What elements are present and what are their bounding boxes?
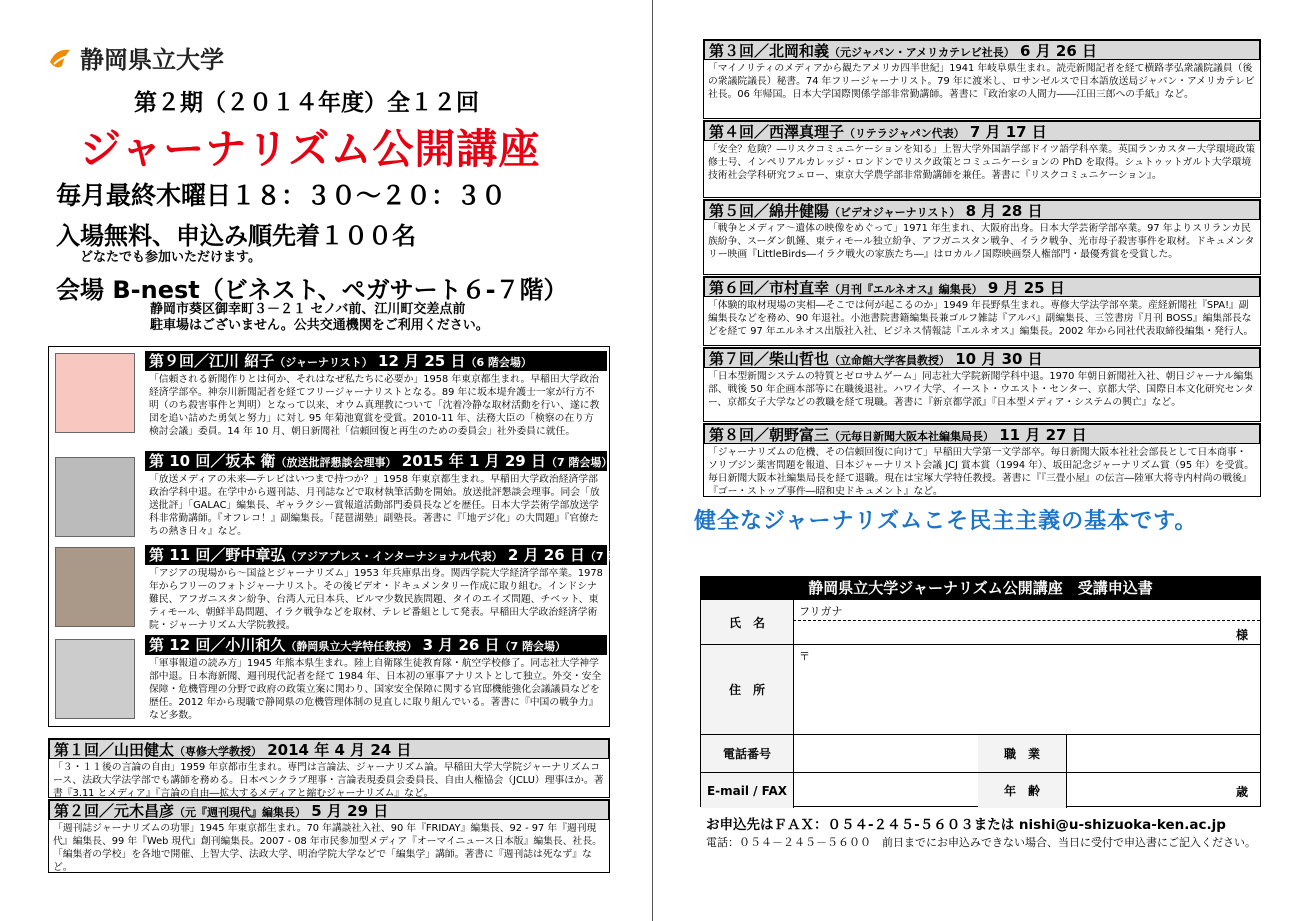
- lecture-2: [48, 799, 610, 873]
- email-field[interactable]: [793, 773, 979, 808]
- lecture-number-name: 第８回／朝野富三: [709, 426, 830, 444]
- lecture-description: 「週刊誌ジャーナリズムの功罪」1945 年東京都生まれ。70 年講談社入社、90 年『FRIDAY』編集長、92 - 97 年『週刊現代』編集長、99 年『Web 現代』創刊編集長。2007 - 08 年市民参加型メディア『オーマイニュース日本版』編集長、社長。「編集者の学校」を各地で開催、上智大学、法政大学、明治学院大学などで「編集学」講師。著書に『週刊誌は死なず』など。: [53, 823, 602, 873]
- lecture-heading: [145, 635, 607, 655]
- lecture-number-name: 第 11 回／野中章弘: [149, 546, 286, 564]
- lecture-description: 「信頼される新聞作りとは何か、それはなぜ私たちに必要か」1958 年東京都生まれ。早稲田大学政治経済学部卒。神奈川新聞記者を経てフリージャーナリストとなる。89 年に坂本堤弁護士一家が行方不明（のち殺害事件と判明）となって以来、オウム真理教について「沈着冷静な取材活動を行い、遂に教団を追い詰めた勇気と努力」に対し 95 年菊池寛賞を受賞。2010-11 年、法務大臣の「検察の在り方検討会議」委員。14 年 10 月、朝日新聞社「信頼回復と再生のための委員会」社外委員に就任。: [149, 374, 600, 437]
- lecture-heading: [704, 277, 1260, 297]
- lecture-heading: [704, 348, 1260, 368]
- lecture-date: 5 月 29 日: [311, 802, 389, 820]
- venue-address: [150, 302, 489, 334]
- lecture-number-name: 第 10 回／坂本 衛: [149, 452, 276, 470]
- address-line-2: 駐車場はございません。公共交通機関をご利用ください。: [150, 318, 489, 333]
- lecture-floor: （7 階会場）: [499, 640, 567, 653]
- lecture-heading: [49, 739, 609, 759]
- email-label: E-mail / FAX: [701, 773, 794, 808]
- lecture-role: （静岡県立大学特任教授）: [285, 640, 418, 653]
- lecture-number-name: 第３回／北岡和義: [709, 42, 830, 60]
- lecture-description: 「安全？危険？―リスクコミュニケーションを知る」上智大学外国語学部ドイツ語学科卒業。英国ランカスター大学環境政策修士号、インペリアルカレッジ・ロンドンでリスク政策とコミュニケーションの PhD を取得。シュトゥットガルト大学環境技術社会学科研究フェロー、東京大学農学部非常勤講師を兼任。著書に『リスクコミュニケーション』。: [708, 144, 1256, 181]
- lecture-heading: [704, 121, 1260, 141]
- series-period: 第２期（２０１４年度）全１２回: [134, 90, 479, 116]
- job-label: 職 業: [978, 735, 1067, 772]
- lecture-floor: （6 階会場）: [465, 356, 532, 369]
- university-logo: [46, 40, 224, 75]
- lecture-heading: [704, 200, 1260, 220]
- lecture-role: （元毎日新聞大阪本社編集局長）: [829, 430, 995, 443]
- form-row-phone-job: [701, 734, 1260, 772]
- postal-mark: 〒: [799, 650, 810, 663]
- lecture-description: 「ジャーナリズムの危機、その信頼回復に向けて」早稲田大学第一文学部卒。毎日新聞大阪本社社会部長として日本商事・ソリブジン薬害問題を報道、日本ジャーナリスト会議 JCJ 賞本賞（1994 年）、坂田記念ジャーナリズム賞（95 年）を受賞。毎日新聞大阪本社編集局長を経て退職。現在は宝塚大学特任教授。著書に『『三畳小屋』の伝言―陸軍大将寺内村尚の戦後』『ゴー・ストップ事件―昭和史ドキュメント』など。: [708, 447, 1254, 497]
- lecture-heading: [704, 40, 1260, 60]
- lecture-11: [145, 545, 630, 635]
- phone-field[interactable]: [793, 735, 979, 772]
- lecture-role: （月刊『エルネオス』編集長）: [829, 283, 983, 296]
- age-field[interactable]: [1066, 773, 1260, 808]
- lecture-number-name: 第９回／江川 紹子: [149, 352, 275, 370]
- lecture-7: [703, 347, 1261, 422]
- furigana-field[interactable]: [793, 600, 1260, 621]
- lecture-role: （アジアプレス・インターナショナル代表）: [285, 550, 503, 563]
- lecture-description: 「軍事報道の読み方」1945 年熊本県生まれ。陸上自衛隊生徒教育隊・航空学校修了。同志社大学神学部中退。日本海新聞、週刊現代記者を経て 1984 年、日本初の軍事アナリストとして独立。外交・安全保障・危機管理の分野で政府の政策立案に関わり、国家安全保障に関する官邸機能強化会議議員などを歴任。2012 年から現職で静岡県の危機管理体制の見直しに取り組んでいる。著書に『中国の戦争力』など多数。: [149, 658, 602, 721]
- welcome-note: どなたでも参加いただけます。: [80, 250, 261, 265]
- age-label: 年 齢: [978, 773, 1067, 808]
- lecture-role: （元ジャパン・アメリカテレビ社長）: [829, 46, 1015, 59]
- lecture-description: 「マイノリティのメディアから観たアメリカ四半世紀」1941 年岐阜県生まれ。読売新聞記者を経て横路孝弘衆議院議員（後の衆議院議長）秘書。74 年フリージャーナリスト。79 年に渡米し、ロサンゼルスで日本語放送局ジャパン・アメリカテレビ社長。06 年帰国。日本大学国際関係学部非常勤講師。著書に『政治家の人間力――江田三郎への手紙』など。: [708, 63, 1255, 100]
- form-row-address: [701, 644, 1260, 734]
- lecture-10: [145, 451, 613, 541]
- page-divider: [652, 0, 653, 921]
- address-field[interactable]: [793, 645, 1260, 734]
- lecture-floor: （7 階）: [584, 550, 630, 563]
- lecture-date: 2 月 26 日: [507, 546, 585, 564]
- lecture-heading: [145, 351, 607, 371]
- lecture-9: [145, 351, 607, 455]
- lecture-4: [703, 120, 1261, 198]
- lecture-date: 12 月 25 日: [378, 352, 466, 370]
- lecture-role: （ジャーナリスト）: [274, 356, 373, 369]
- lecture-role: （ビデオジャーナリスト）: [829, 206, 961, 219]
- sama-label: 様: [1235, 628, 1248, 642]
- lecture-description: 「日本型新聞システムの特質とゼロサムゲーム」同志社大学院新聞学科中退。1970 年朝日新聞社入社、朝日ジャーナル編集部、戦後 50 年企画本部等に在職後退社。ハワイ大学、イースト・ウエスト・センター、京都大学、国際日本文化研究センター、京都女子大学などの教職を経て現職。著書に『新京都学派』『日本型メディア・システムの興亡』など。: [708, 371, 1254, 408]
- page-title: ジャーナリズム公開講座: [80, 125, 541, 173]
- lecture-number-name: 第７回／柴山哲也: [709, 350, 830, 368]
- lecture-description: 「３・１１後の言論の自由」1959 年京都市生まれ。専門は言論法、ジャーナリズム論。早稲田大学大学院ジャーナリズムコース、法政大学法学部でも講師を務める。日本ペンクラブ理事・言論表現委員会委員長、自由人権協会（JCLU）理事ほか。著書『3.11 とメディア』『言論の自由―拡大するメディアと縮むジャーナリズム』など。: [53, 762, 604, 799]
- lecture-description: 「体験的取材現場の実相―そこでは何が起こるのか」1949 年長野県生まれ。専修大学法学部卒業。産経新聞社『SPA!』副編集長などを務め、90 年退社。小池書院書籍編集長兼ゴルフ雑誌『アルバ』副編集長、三笠書房『月刊 BOSS』編集部長などを経て 97 年エルネオス出版社入社、ビジネス情報誌『エルネオス』編集長。2002 年から同社代表取締役編集・発行人。: [708, 300, 1254, 337]
- lecture-date: 10 月 30 日: [955, 350, 1043, 368]
- lecture-number-name: 第６回／市村直幸: [709, 279, 830, 297]
- lecture-date: 6 月 26 日: [1020, 42, 1098, 60]
- lecture-date: 8 月 28 日: [965, 202, 1043, 220]
- lecture-number-name: 第５回／綿井健陽: [709, 202, 830, 220]
- lecture-3: [703, 39, 1261, 119]
- job-field[interactable]: [1066, 735, 1260, 772]
- lecture-date: 7 月 17 日: [969, 123, 1047, 141]
- speaker-photo-nonaka: [55, 547, 135, 627]
- admission-info: 入場無料、申込み順先着１００名: [56, 222, 416, 250]
- speaker-photo-egawa: [55, 353, 135, 433]
- lecture-heading: [145, 451, 613, 471]
- form-row-name: [701, 599, 1260, 644]
- lecture-role: （立命館大学客員教授）: [829, 354, 951, 367]
- lecture-5: [703, 199, 1261, 275]
- university-name: 静岡県立大学: [80, 45, 224, 74]
- lecture-date: 9 月 25 日: [987, 279, 1065, 297]
- lecture-role: （リテラジャパン代表）: [844, 127, 965, 140]
- form-row-email-age: [701, 772, 1260, 808]
- lecture-number-name: 第２回／元木昌彦: [54, 802, 175, 820]
- speaker-photo-ogawa: [55, 639, 135, 719]
- lecture-12: [145, 635, 607, 725]
- lecture-description: 「アジアの現場から〜国益とジャーナリズム」1953 年兵庫県出身。関西学院大学経済学部卒業。1978 年からフリーのフォトジャーナリスト。その後ビデオ・ドキュメンタリー作成に取り組む。インドシナ難民、アフガニスタン紛争、台湾人元日本兵、ビルマ少数民族問題、タイのエイズ問題、チベット、東ティモール、朝鮮半島問題、イラク戦争などを取材、テレビ番組として発表。早稲田大学政治経済学術院・ジャーナリズム大学院教授。: [149, 568, 603, 631]
- slogan: 健全なジャーナリズムこそ民主主義の基本です。: [694, 509, 1198, 534]
- schedule-time: 毎月最終木曜日１８：３０～２０：３０: [56, 181, 507, 210]
- lecture-1: [48, 738, 610, 798]
- phone-label: 電話番号: [701, 735, 794, 772]
- address-label: 住 所: [701, 645, 794, 734]
- contact-fax-email: お申込先はＦＡＸ：０５４-２４５-５６０３または nishi@u-shizuoka-ken.ac.jp: [706, 817, 1226, 833]
- furigana-label: フリガナ: [799, 605, 843, 618]
- name-field[interactable]: [793, 620, 1260, 644]
- lecture-date: 3 月 26 日: [422, 636, 500, 654]
- sai-label: 歳: [1235, 785, 1248, 799]
- lecture-8: [703, 423, 1261, 497]
- lecture-date: 11 月 27 日: [999, 426, 1087, 444]
- lecture-description: 「放送メディアの未来―テレビはいつまで持つか？」1958 年東京都生まれ。早稲田大学政治経済学部政治学科中退。在学中から週刊誌、月刊誌などで取材執筆活動を開始。放送批評懇談会理事。同会「放送批評」「GALAC」編集長、ギャラクシー賞報道活動部門委員長などを歴任。日本大学芸術学部放送学科非常勤講師。『オフレコ！』副編集長。「琵琶湖塾」副塾長。著書に『「地デジ化」の大問題』『官僚たちの熱き日々』など。: [149, 474, 600, 537]
- name-label: 氏 名: [701, 600, 794, 644]
- lecture-role: （放送批評懇談会理事）: [275, 456, 397, 469]
- lecture-heading: [145, 545, 630, 565]
- contact-phone-note: 電話：０５４－２４５－５６００ 前日までにお申込みできない場合、当日に受付で申込書にご記入ください。: [706, 836, 1256, 849]
- lecture-date: 2014 年 4 月 24 日: [267, 741, 412, 759]
- lecture-heading: [49, 800, 609, 820]
- lecture-number-name: 第 12 回／小川和久: [149, 636, 286, 654]
- featured-lectures: [48, 346, 630, 727]
- lecture-heading: [704, 424, 1260, 444]
- lecture-floor: （7 階会場）: [545, 456, 613, 469]
- lecture-role: （元『週刊現代』編集長）: [174, 806, 307, 819]
- form-title: 静岡県立大学ジャーナリズム公開講座 受講申込書: [701, 577, 1260, 599]
- lecture-role: （専修大学教授）: [174, 745, 263, 758]
- address-line-1: 静岡市葵区御幸町３－２１ セノバ前、江川町交差点前: [150, 302, 466, 317]
- speaker-photo-sakamoto: [55, 457, 135, 537]
- lecture-description: 「戦争とメディア〜遺体の映像をめぐって」1971 年生まれ、大阪府出身。日本大学芸術学部卒業。97 年よりスリランカ民族紛争、スーダン飢饉、東ティモール独立紛争、アフガニスタン戦争、イラク戦争、光市母子殺害事件を取材。ドキュメンタリー映画『LittleBirds―イラク戦火の家族たち―』はロカルノ国際映画祭人権部門・最優秀賞を受賞した。: [708, 223, 1255, 260]
- lecture-number-name: 第１回／山田健太: [54, 741, 175, 759]
- lecture-number-name: 第４回／西澤真理子: [709, 123, 845, 141]
- application-form: [700, 576, 1261, 807]
- venue-info: 会場 B-nest（ビネスト、ペガサート６-７階）: [56, 276, 568, 304]
- lecture-date: 2015 年 1 月 29 日: [401, 452, 546, 470]
- university-logo-icon: [46, 44, 74, 72]
- lecture-6: [703, 276, 1261, 346]
